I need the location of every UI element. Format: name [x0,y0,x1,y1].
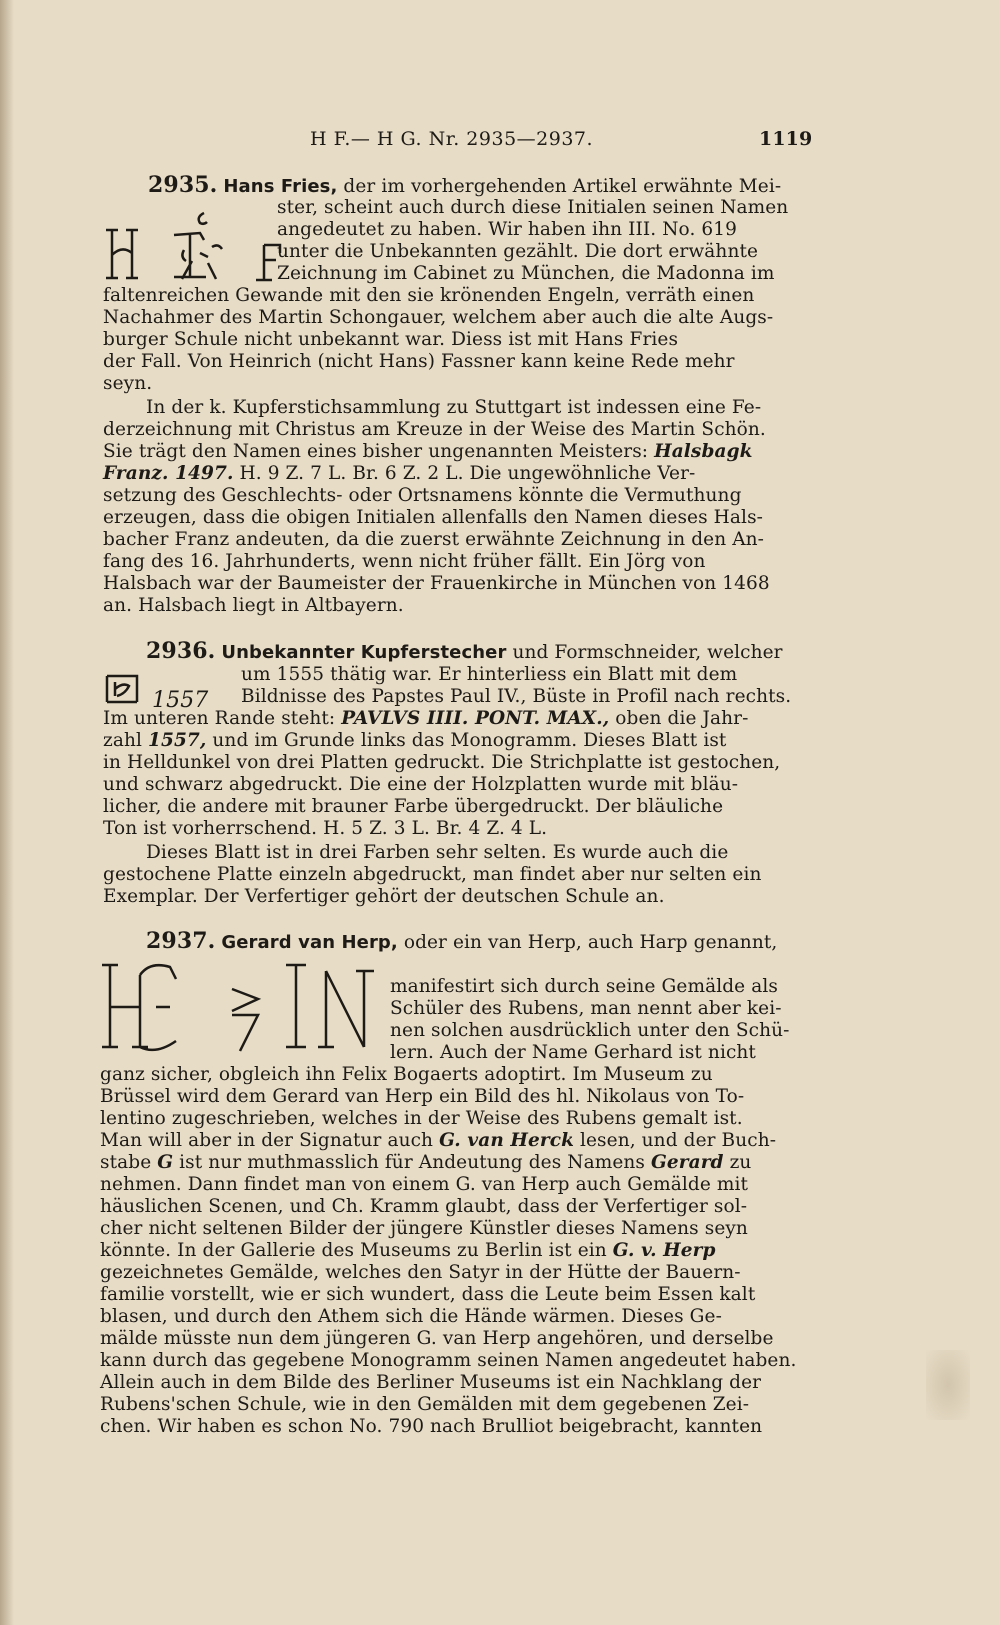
text-line: und Formschneider, welcher [512,642,783,663]
text-line: faltenreichen Gewande mit den sie krönenden Engeln, verräth einen [103,285,755,306]
text-line: Im unteren Rande steht: PAVLVS IIII. PONT. MAX., oben die Jahr- [103,708,749,729]
text-line: Bildnisse des Papstes Paul IV., Büste in Profil nach rechts. [241,686,792,707]
text-line: häuslichen Scenen, und Ch. Kramm glaubt, dass der Verfertiger sol- [100,1196,748,1217]
text-line: Nachahmer des Martin Schongauer, welchem aber auch die alte Augs- [103,307,774,328]
text-line: oder ein van Herp, auch Harp genannt, [403,932,778,953]
text-line: fang des 16. Jahrhunderts, wenn nicht früher fällt. Ein Jörg von [103,551,706,572]
text-line: Man will aber in der Signatur auch G. van Herck lesen, und der Buch- [100,1130,777,1151]
text-line: gezeichnetes Gemälde, welches den Satyr in der Hütte der Bauern- [100,1262,741,1283]
text-line: in Helldunkel von drei Platten gedruckt. Die Strichplatte ist gestochen, [103,752,781,773]
text-line: cher nicht seltenen Bilder der jüngere Künstler dieses Namens seyn [100,1218,748,1239]
text-line: nehmen. Dann findet man von einem G. van Herp auch Gemälde mit [100,1174,749,1195]
text-line: bacher Franz andeuten, da die zuerst erwähnte Zeichnung in den An- [103,529,765,550]
entry-name: Unbekannter Kupferstecher [221,642,507,663]
monogram-unbekannter [103,672,143,706]
entry-name: Gerard van Herp, [221,932,398,953]
text-line: In der k. Kupferstichsammlung zu Stuttgart ist indessen eine Fe- [146,397,762,418]
entry-name: Hans Fries, [223,176,338,197]
entry-2935-heading [148,174,781,198]
monogram-gerard-van-herp [100,955,390,1055]
text-line: Exemplar. Der Verfertiger gehört der deutschen Schule an. [103,886,665,907]
text-line: Brüssel wird dem Gerard van Herp ein Bild des hl. Nikolaus von To- [100,1086,745,1107]
page-edge-shadow [0,0,14,1625]
text-line: setzung des Geschlechts- oder Ortsnamens könnte die Vermuthung [103,485,742,506]
page-number: 1119 [759,128,813,150]
running-title: H F.— H G. Nr. 2935—2937. [310,128,594,150]
text-line: erzeugen, dass die obigen Initialen allenfalls den Namen dieses Hals- [103,507,764,528]
text-line: Sie trägt den Namen eines bisher ungenannten Meisters: Halsbagk [103,441,753,462]
italic-name: Franz. 1497. [103,463,234,484]
entry-2937-heading [146,930,777,954]
text-line: und schwarz abgedruckt. Die eine der Holzplatten wurde mit bläu- [103,774,739,795]
monogram-year: 1557 [152,688,209,713]
text-line: der Fall. Von Heinrich (nicht Hans) Fassner kann keine Rede mehr [103,351,735,372]
text-line: familie vorstellt, wie er sich wundert, dass die Leute beim Essen kalt [100,1284,756,1305]
text-line: nen solchen ausdrücklich unter den Schü- [390,1020,790,1041]
text-line: Schüler des Rubens, man nennt aber kei- [390,998,782,1019]
text-line: Allein auch in dem Bilde des Berliner Museums ist ein Nachklang der [100,1372,762,1393]
text-line: Ton ist vorherrschend. H. 5 Z. 3 L. Br. 4 Z. 4 L. [103,818,548,839]
italic-name: Gerard [650,1152,724,1173]
text-line: lern. Auch der Name Gerhard ist nicht [390,1042,756,1063]
text-line: angedeutet zu haben. Wir haben ihn III. No. 619 [277,219,738,240]
text-line: zahl 1557, und im Grunde links das Monogramm. Dieses Blatt ist [103,730,727,751]
text-line: um 1555 thätig war. Er hinterliess ein Blatt mit dem [241,664,738,685]
year: 1557, [148,730,207,751]
text-line: seyn. [103,373,153,394]
entry-number: 2936. [146,638,216,664]
text-line: Rubens'schen Schule, wie in den Gemälden mit dem gegebenen Zei- [100,1394,750,1415]
text-line: derzeichnung mit Christus am Kreuze in der Weise des Martin Schön. [103,419,766,440]
text-line: Halsbach war der Baumeister der Frauenkirche in München von 1468 [103,573,770,594]
inscription: PAVLVS IIII. PONT. MAX., [341,708,610,729]
text-line: lentino zugeschrieben, welches in der Weise des Rubens gemalt ist. [100,1108,743,1129]
text-line: burger Schule nicht unbekannt war. Diess ist mit Hans Fries [103,329,679,350]
italic-signature: G. v. Herp [612,1240,716,1261]
text-line: Dieses Blatt ist in drei Farben sehr selten. Es wurde auch die [146,842,729,863]
text-line: mälde müsste nun dem jüngeren G. van Herp angehören, und derselbe [100,1328,774,1349]
text-line: chen. Wir haben es schon No. 790 nach Brulliot beigebracht, kannten [100,1416,763,1437]
text-line: manifestirt sich durch seine Gemälde als [390,976,778,997]
text-line: ster, scheint auch durch diese Initialen seinen Namen [277,197,789,218]
text-line: an. Halsbach liegt in Altbayern. [103,595,404,616]
text-line: Franz. 1497. H. 9 Z. 7 L. Br. 6 Z. 2 L. Die ungewöhnliche Ver- [103,463,696,484]
text-line: der im vorhergehenden Artikel erwähnte Mei- [343,176,782,197]
text-line: könnte. In der Gallerie des Museums zu Berlin ist ein G. v. Herp [100,1240,716,1261]
italic-letter: G [157,1152,174,1173]
entry-number: 2935. [148,172,218,198]
text-line: Zeichnung im Cabinet zu München, die Madonna im [277,263,775,284]
paper-stain [926,1350,970,1420]
entry-number: 2937. [146,928,216,954]
italic-signature: G. van Herck [439,1130,574,1151]
text-line: licher, die andere mit brauner Farbe übergedruckt. Der bläuliche [103,796,724,817]
monogram-hans-fries [104,205,284,285]
italic-name: Halsbagk [654,441,753,462]
text-line: kann durch das gegebene Monogramm seinen Namen angedeutet haben. [100,1350,797,1371]
text-line: ganz sicher, obgleich ihn Felix Bogaerts adoptirt. Im Museum zu [100,1064,713,1085]
text-line: unter die Unbekannten gezählt. Die dort erwähnte [277,241,759,262]
entry-2936-heading [146,640,783,664]
text-line: gestochene Platte einzeln abgedruckt, man findet aber nur selten ein [103,864,762,885]
text-line: blasen, und durch den Athem sich die Hände wärmen. Dieses Ge- [100,1306,722,1327]
text-line: stabe G ist nur muthmasslich für Andeutung des Namens Gerard zu [100,1152,752,1173]
